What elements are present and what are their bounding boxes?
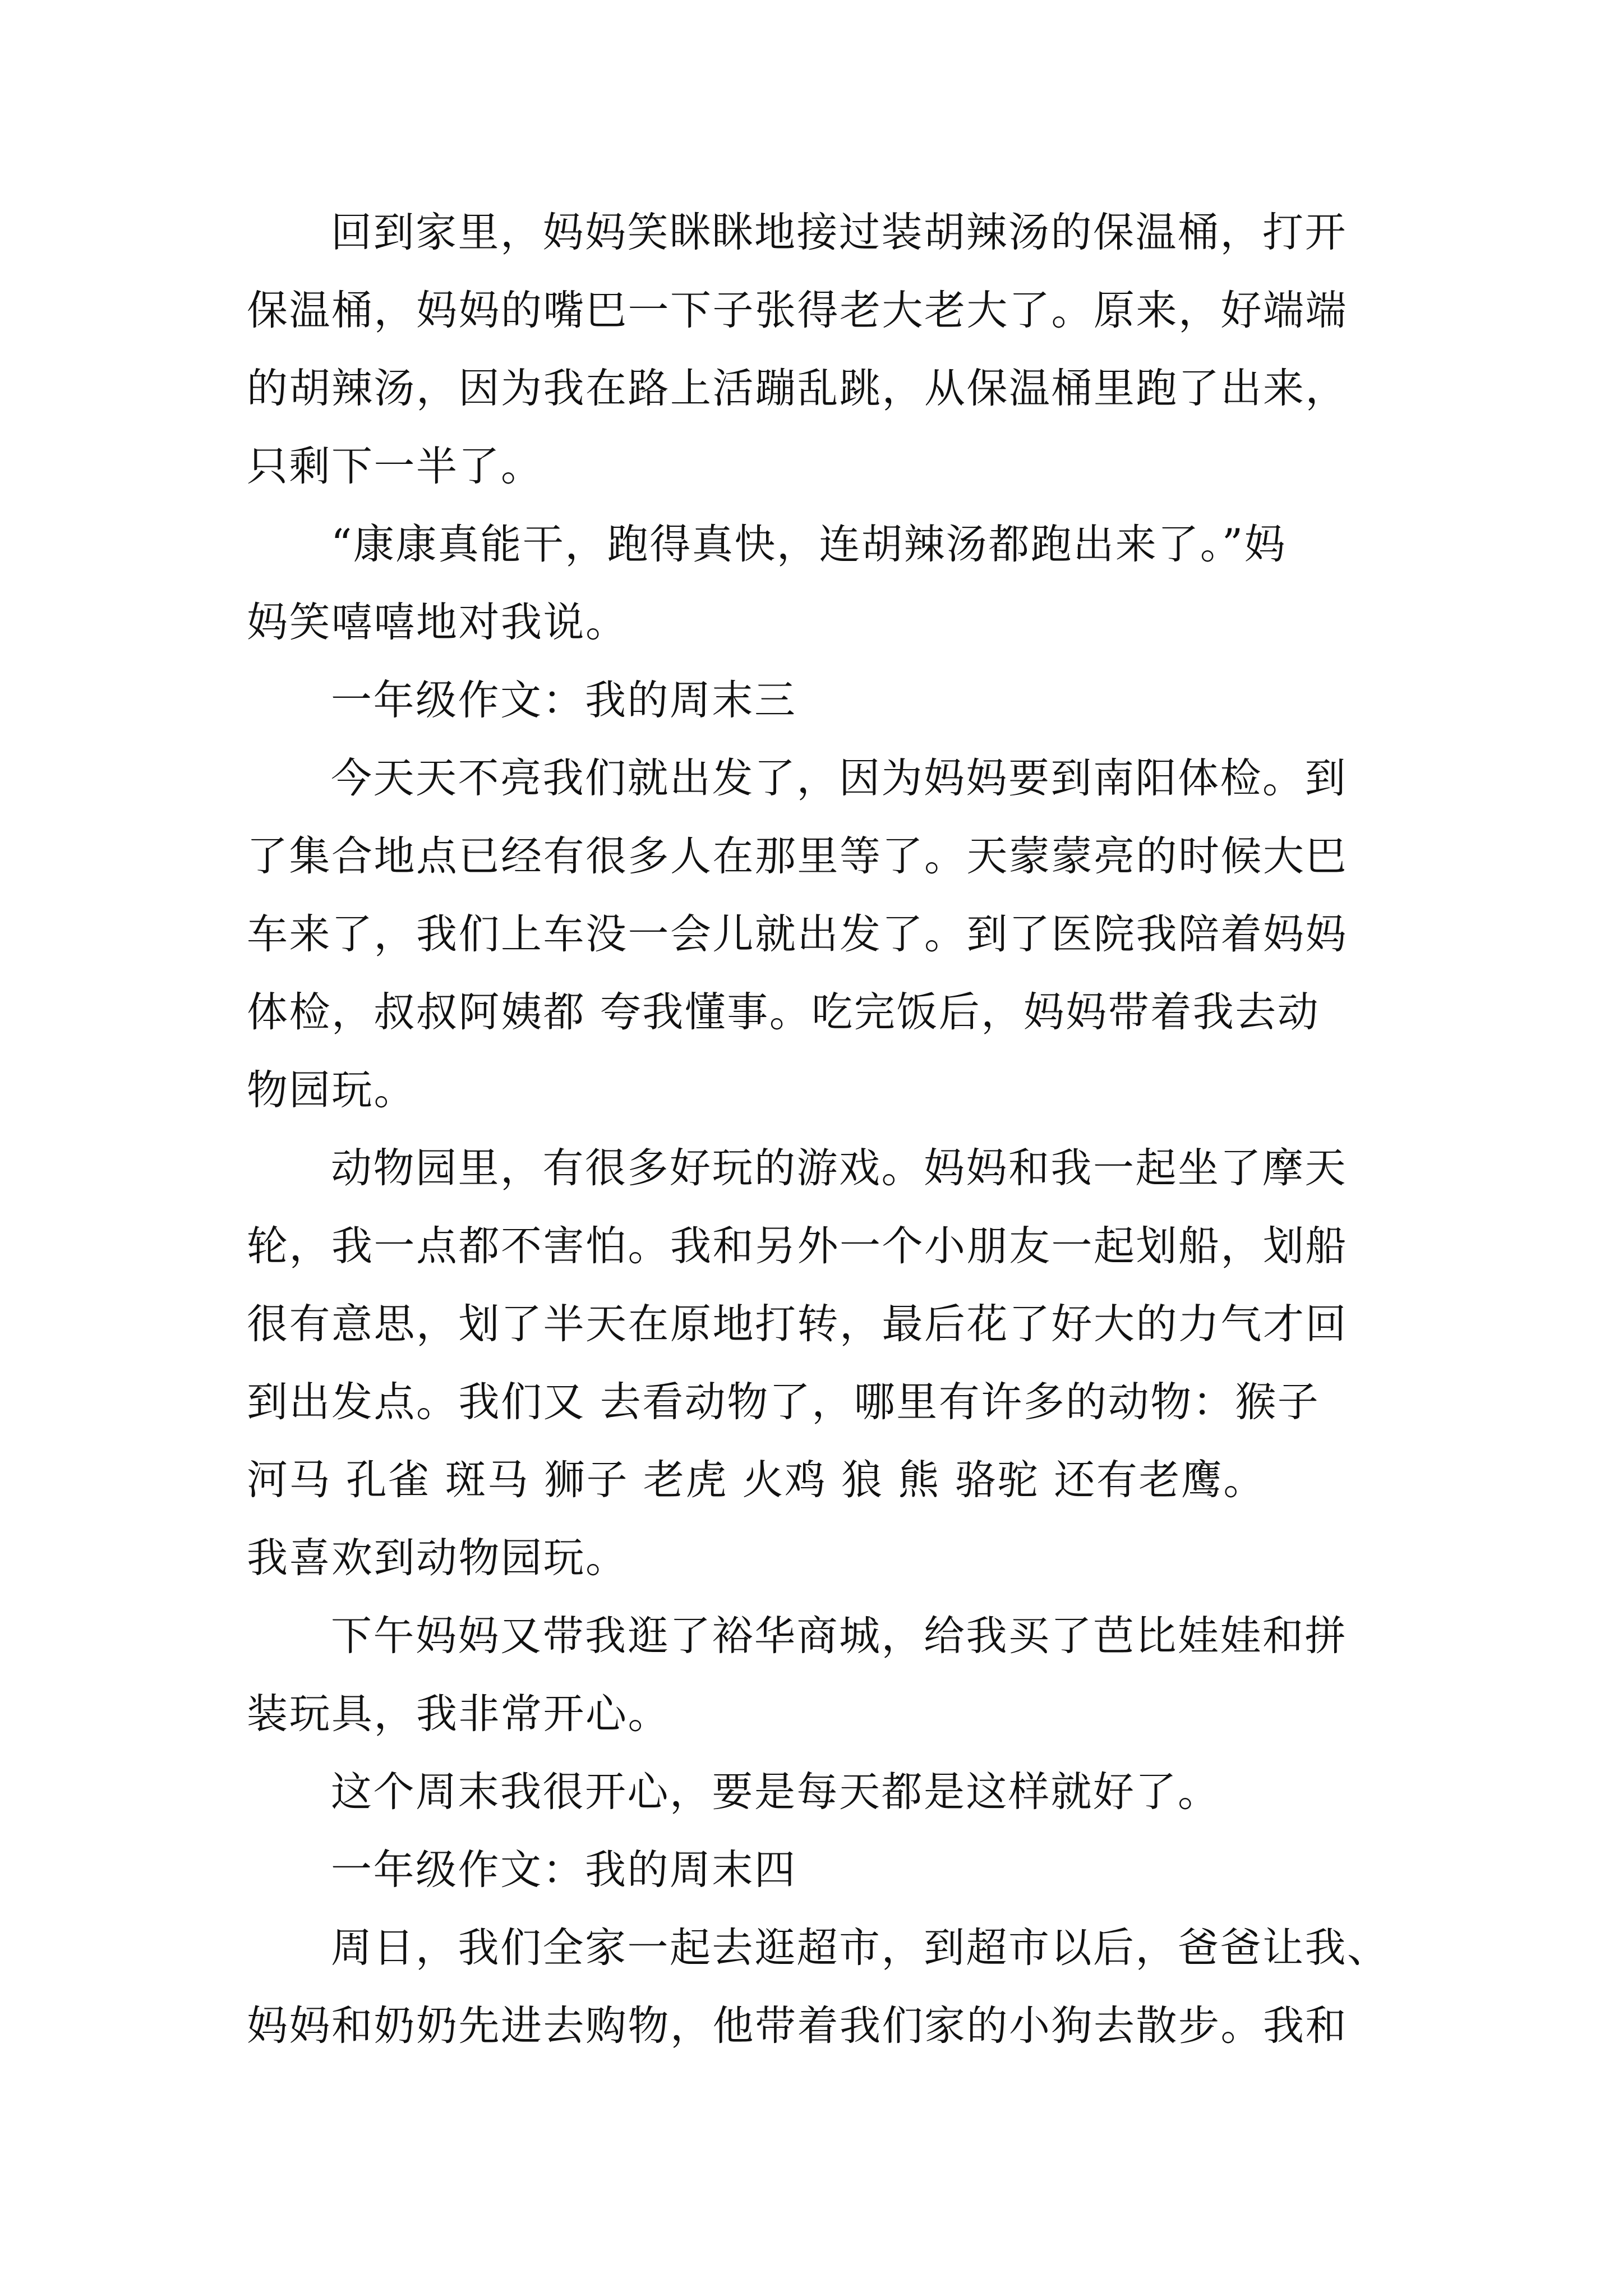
section-heading: 一年级作文：我的周末四 — [331, 1846, 797, 1894]
text-line: 今天天不亮我们就出发了，因为妈妈要到南阳体检。到 — [331, 754, 1347, 802]
text-line: 只剩下一半了。 — [247, 443, 543, 490]
text-line: 周日，我们全家一起去逛超市，到超市以后，爸爸让我、 — [331, 1924, 1390, 1972]
text-line: 到出发点。我们又 去看动物了，哪里有许多的动物：猴子 — [247, 1378, 1320, 1426]
text-line: 妈妈和奶奶先进去购物，他带着我们家的小狗去散步。我和 — [247, 2002, 1348, 2050]
document-body — [247, 194, 1390, 2065]
text-line: 车来了，我们上车没一会儿就出发了。到了医院我陪着妈妈 — [247, 910, 1348, 958]
text-line: 河马 孔雀 斑马 狮子 老虎 火鸡 狼 熊 骆驼 还有老鹰。 — [247, 1456, 1266, 1504]
section-heading: 一年级作文：我的周末三 — [331, 677, 797, 724]
text-line: 下午妈妈又带我逛了裕华商城，给我买了芭比娃娃和拼 — [331, 1612, 1347, 1660]
text-line: 体检，叔叔阿姨都 夸我懂事。吃完饭后，妈妈带着我去动 — [247, 988, 1320, 1036]
text-line: 装玩具，我非常开心。 — [247, 1690, 670, 1738]
text-line: 回到家里，妈妈笑眯眯地接过装胡辣汤的保温桶，打开 — [331, 209, 1347, 256]
text-line: 很有意思，划了半天在原地打转，最后花了好大的力气才回 — [247, 1300, 1348, 1348]
text-line: 轮，我一点都不害怕。我和另外一个小朋友一起划船，划船 — [247, 1222, 1348, 1270]
text-line: 动物园里，有很多好玩的游戏。妈妈和我一起坐了摩天 — [331, 1144, 1347, 1192]
text-line: “康康真能干，跑得真快，连胡辣汤都跑出来了。”妈 — [331, 521, 1287, 568]
text-line: 妈笑嘻嘻地对我说。 — [247, 599, 628, 646]
text-line: 这个周末我很开心，要是每天都是这样就好了。 — [331, 1768, 1220, 1816]
text-line: 了集合地点已经有很多人在那里等了。天蒙蒙亮的时候大巴 — [247, 832, 1348, 880]
text-line: 的胡辣汤，因为我在路上活蹦乱跳，从保温桶里跑了出来， — [247, 365, 1348, 412]
text-line: 我喜欢到动物园玩。 — [247, 1534, 628, 1582]
text-line: 物园玩。 — [247, 1066, 416, 1114]
text-line: 保温桶，妈妈的嘴巴一下子张得老大老大了。原来，好端端 — [247, 287, 1348, 334]
